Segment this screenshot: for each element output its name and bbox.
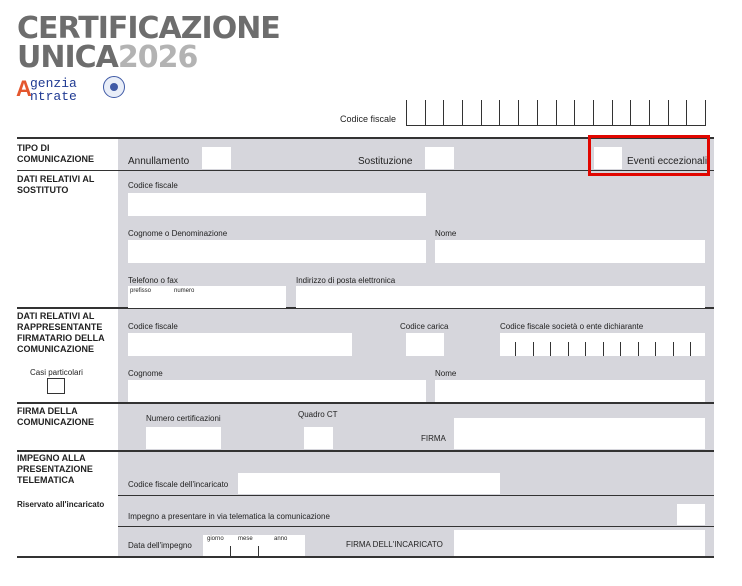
- sostituto-nome-input[interactable]: [435, 240, 705, 263]
- rapp-cognome-label: Cognome: [128, 369, 163, 378]
- data-impegno-label: Data dell'impegno: [128, 541, 192, 550]
- giorno-label: giorno: [207, 536, 224, 542]
- prefisso-label: prefisso: [130, 288, 152, 294]
- divider: [17, 450, 714, 452]
- telefono-label: Telefono o fax: [128, 276, 178, 285]
- rappresentante-heading: DATI RELATIVI AL RAPPRESENTANTE FIRMATARIO DELLA COMUNICAZIONE: [17, 311, 105, 354]
- republic-seal-icon: [103, 76, 125, 98]
- annullamento-checkbox[interactable]: [202, 147, 231, 169]
- annullamento-label: Annullamento: [128, 156, 190, 167]
- cf-incaricato-label: Codice fiscale dell'incaricato: [128, 480, 229, 489]
- rapp-cf-input[interactable]: [128, 333, 352, 356]
- rapp-cognome-input[interactable]: [128, 380, 426, 402]
- tipo-heading: TIPO DI COMUNICAZIONE: [17, 143, 94, 164]
- logo-text-top: genzia: [30, 76, 77, 91]
- divider: [118, 495, 714, 496]
- title-year: 2026: [117, 40, 198, 75]
- firma-incaricato-label: FIRMA DELL'INCARICATO: [346, 540, 443, 549]
- divider: [118, 526, 714, 527]
- form-title-year: [17, 40, 198, 75]
- impegno-text: Impegno a presentare in via telematica la comunicazione: [128, 512, 330, 521]
- cf-societa-ticks: [515, 342, 691, 356]
- numero-cert-label: Numero certificazioni: [146, 414, 221, 423]
- numero-label: numero: [174, 288, 195, 294]
- quadro-ct-label: Quadro CT: [298, 410, 338, 419]
- codice-carica-label: Codice carica: [400, 322, 449, 331]
- mese-label: mese: [238, 536, 253, 542]
- date-separator: [230, 546, 231, 556]
- casi-particolari-label: Casi particolari: [30, 368, 83, 377]
- quadro-ct-input[interactable]: [304, 427, 333, 449]
- anno-label: anno: [274, 536, 288, 542]
- rapp-nome-input[interactable]: [435, 380, 705, 402]
- firma-input[interactable]: [454, 418, 705, 449]
- firma-incaricato-input[interactable]: [454, 530, 705, 556]
- riservato-label: Riservato all'incaricato: [17, 500, 105, 509]
- rapp-nome-label: Nome: [435, 369, 457, 378]
- codice-carica-input[interactable]: [406, 333, 444, 356]
- sostituto-cognome-input[interactable]: [128, 240, 426, 263]
- sostituto-nome-label: Nome: [435, 229, 457, 238]
- logo-letter: A: [16, 76, 32, 101]
- telefono-input[interactable]: [128, 286, 286, 308]
- sostituzione-label: Sostituzione: [358, 156, 413, 167]
- email-label: Indirizzo di posta elettronica: [296, 276, 396, 285]
- casi-particolari-input[interactable]: [47, 378, 65, 394]
- title-word: UNICA: [17, 40, 118, 75]
- impegno-checkbox[interactable]: [677, 504, 705, 525]
- sostituto-cf-input[interactable]: [128, 193, 426, 216]
- highlight-box: [588, 135, 710, 176]
- logo-text-bottom: ntrate: [30, 89, 77, 104]
- sostituto-heading: DATI RELATIVI AL SOSTITUTO: [17, 174, 95, 195]
- rapp-cf-label: Codice fiscale: [128, 322, 178, 331]
- date-separator: [258, 546, 259, 556]
- form-title: CERTIFICAZIONE: [17, 11, 280, 46]
- eventi-eccezionali-label: Eventi eccezionali: [627, 156, 708, 167]
- cf-incaricato-input[interactable]: [238, 473, 500, 494]
- numero-cert-input[interactable]: [146, 427, 221, 449]
- impegno-heading: IMPEGNO ALLA PRESENTAZIONE TELEMATICA: [17, 453, 93, 485]
- divider: [17, 556, 714, 558]
- divider: [17, 402, 714, 404]
- header-cf-input[interactable]: [406, 100, 706, 126]
- cf-societa-label: Codice fiscale società o ente dichiarante: [500, 322, 644, 331]
- sostituto-cf-label: Codice fiscale: [128, 181, 178, 190]
- sostituzione-checkbox[interactable]: [425, 147, 454, 169]
- firma-heading: FIRMA DELLA COMUNICAZIONE: [17, 406, 94, 427]
- sostituto-cognome-label: Cognome o Denominazione: [128, 229, 228, 238]
- email-input[interactable]: [296, 286, 705, 308]
- firma-label: FIRMA: [421, 434, 446, 443]
- header-cf-label: Codice fiscale: [340, 114, 397, 124]
